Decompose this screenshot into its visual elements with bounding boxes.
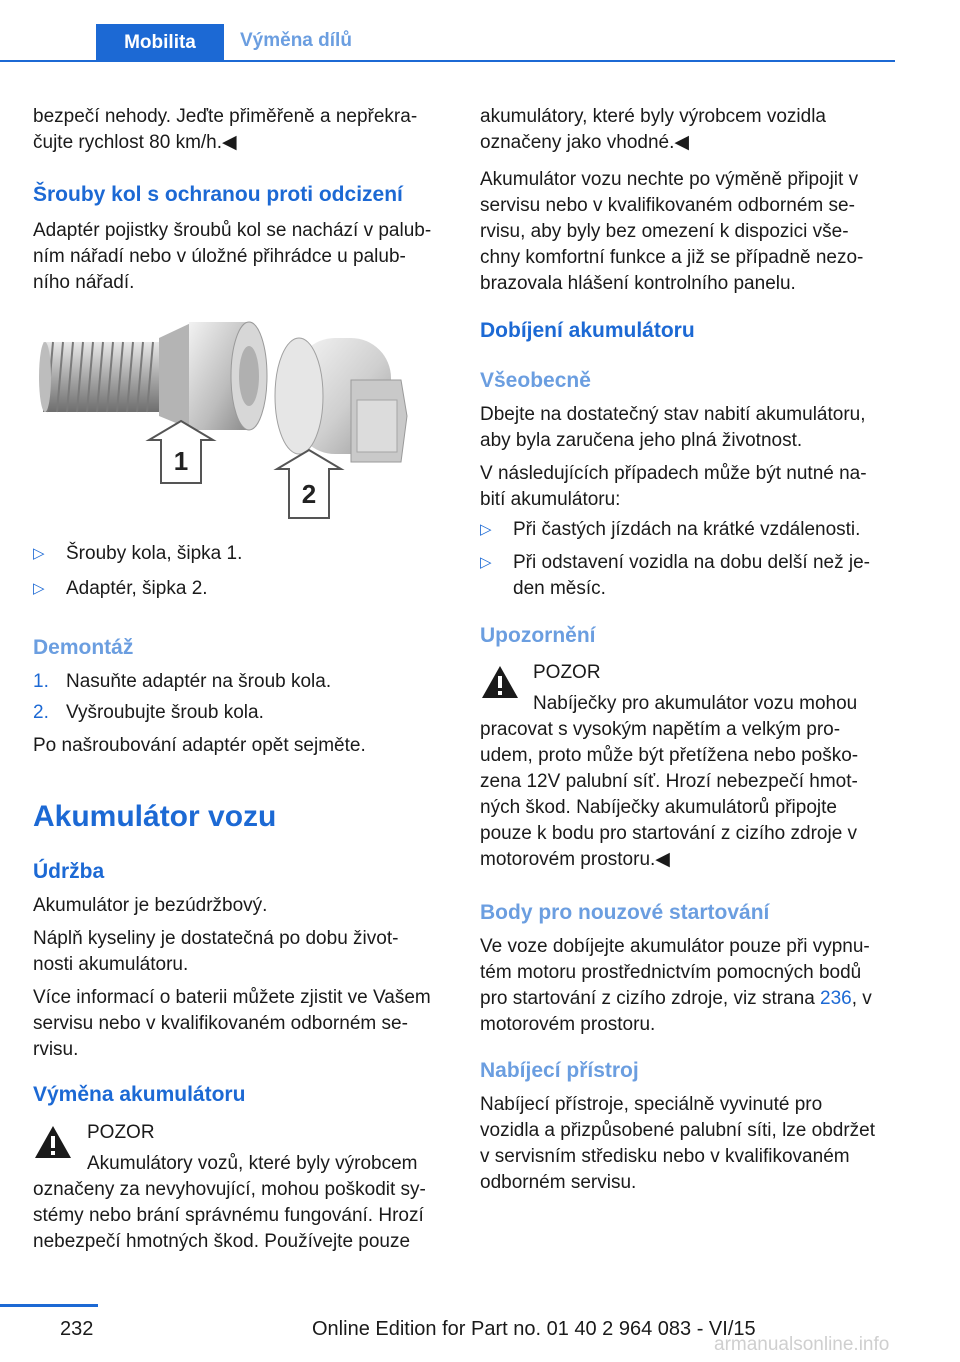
- text-line: pracovat s vysokým napětím a velkým pro‐: [480, 719, 841, 740]
- list-item-text: Šrouby kola, šipka 1.: [66, 543, 243, 564]
- text-line: nebezpečí hmotných škod. Používejte pouze: [33, 1231, 411, 1252]
- footer-edition: Online Edition for Part no. 01 40 2 964 083 - VI/15: [312, 1318, 756, 1340]
- text-line: servisu nebo v kvalifikovaném odborném se‐: [33, 1013, 408, 1034]
- arrow-1-label: 1: [173, 446, 189, 476]
- heading-demontaz: Demontáž: [33, 636, 134, 659]
- tab-vymena-dilu-label: Výměna dílů: [240, 30, 352, 51]
- text-line: v servisním středisku nebo v kvalifikovaném: [480, 1146, 850, 1167]
- text-line: tém motoru prostřednictvím pomocných bodů: [480, 962, 862, 983]
- warning-text-line: Nabíječky pro akumulátor vozu mohou: [533, 693, 858, 714]
- text-line: Akumulátor vozu nechte po výměně připojit v: [480, 169, 859, 190]
- arrow-1-icon: [149, 421, 213, 483]
- text-line: den měsíc.: [513, 578, 606, 599]
- text-segment: , v: [851, 988, 872, 1009]
- text-line: ných škod. Nabíječky akumulátorů připojte: [480, 797, 837, 818]
- text-line: pouze k bodu pro startování z cizího zdroje v: [480, 823, 858, 844]
- text-line: rvisu, aby byly bez omezení k dispozici vše‐: [480, 221, 849, 242]
- text-line: stémy nebo brání správnému fungování. Hrozí: [33, 1205, 424, 1226]
- text-line: motorovém prostoru.◀: [480, 849, 670, 870]
- text-line: Ve voze dobíjejte akumulátor pouze při vypnu‐: [480, 936, 870, 957]
- list-item-text: Adaptér, šipka 2.: [66, 578, 208, 599]
- right-paragraph-3: [480, 402, 866, 454]
- tab-vymena-dilu[interactable]: [240, 30, 352, 52]
- arrow-2-icon: [277, 450, 341, 518]
- text-line: chny komfortní funkce a již se případně nezo‐: [480, 247, 864, 268]
- heading-nabijeci-pristroj: Nabíjecí přístroj: [480, 1059, 639, 1082]
- warning-icon: [33, 1124, 73, 1160]
- heading-dobijeni-akumulatoru: Dobíjení akumulátoru: [480, 319, 695, 342]
- header-divider: [0, 60, 895, 62]
- list-item-text: Při častých jízdách na krátké vzdálenosti.: [513, 519, 861, 540]
- step-text: Vyšroubujte šroub kola.: [66, 702, 264, 723]
- text-line: akumulátory, které byly výrobcem vozidla: [480, 106, 826, 127]
- heading-body-startovani: Body pro nouzové startování: [480, 901, 770, 924]
- text-line: brazovala hlášení kontrolního panelu.: [480, 273, 796, 294]
- triangle-bullet-icon: ▷: [33, 545, 45, 562]
- text-line: nosti akumulátoru.: [33, 954, 189, 975]
- text-line: ním nářadí nebo v úložné přihrádce u palub‐: [33, 246, 406, 267]
- list-item: [33, 541, 242, 567]
- page-reference-link[interactable]: 236: [820, 988, 852, 1009]
- heading-udrzba: Údržba: [33, 860, 105, 883]
- heading-vymena-akumulatoru: Výměna akumulátoru: [33, 1083, 246, 1106]
- right-paragraph-5: [480, 934, 872, 1038]
- step-item: [33, 669, 331, 695]
- text-line: odborném servisu.: [480, 1172, 637, 1193]
- bolt-head: [159, 322, 267, 430]
- warning-icon: [480, 664, 520, 700]
- text-line: zena 12V palubní síť. Hrozí nebezpečí hmot‐: [480, 771, 858, 792]
- bolt-thread: [39, 342, 161, 412]
- page-number: 232: [60, 1318, 94, 1340]
- list-item: [33, 576, 208, 602]
- text-line: bití akumulátoru:: [480, 489, 621, 510]
- warning-text: [33, 1177, 426, 1255]
- triangle-bullet-icon: ▷: [480, 554, 492, 571]
- list-item: [480, 517, 860, 543]
- footer-divider: [0, 1304, 98, 1307]
- right-paragraph-1: [480, 104, 826, 156]
- text-line: Více informací o baterii můžete zjistit ve Vašem: [33, 987, 431, 1008]
- triangle-bullet-icon: ▷: [33, 580, 45, 597]
- text-line: Nabíjecí přístroje, speciálně vyvinuté pro: [480, 1094, 823, 1115]
- warning-title: POZOR: [87, 1122, 155, 1143]
- text-line: označeny za nevyhovující, mohou poškodit sy‐: [33, 1179, 426, 1200]
- list-item: [480, 550, 870, 602]
- step-item: [33, 700, 264, 726]
- warning-title: POZOR: [533, 662, 601, 683]
- text-segment: pro startování z cizího zdroje, viz strana: [480, 988, 821, 1009]
- text-line: Při odstavení vozidla na dobu delší než je‐: [513, 552, 870, 573]
- heading-upozorneni: Upozornění: [480, 624, 596, 647]
- heading-vseobecne: Všeobecně: [480, 369, 591, 392]
- left-paragraph-6: [33, 985, 431, 1063]
- left-paragraph-1: [33, 104, 417, 156]
- left-paragraph-4: Akumulátor je bezúdržbový.: [33, 895, 268, 916]
- text-line: Adaptér pojistky šroubů kol se nachází v palub‐: [33, 220, 432, 241]
- text-line: Dbejte na dostatečný stav nabití akumulátoru,: [480, 404, 866, 425]
- text-line: motorovém prostoru.: [480, 1014, 656, 1035]
- text-line: aby byla zaručena jeho plná životnost.: [480, 430, 803, 451]
- left-paragraph-5: [33, 926, 398, 978]
- page-header: [0, 0, 960, 62]
- adapter: [275, 338, 407, 462]
- text-line: vozidla a přizpůsobené palubní síti, lze obdržet: [480, 1120, 876, 1141]
- warning-text: [480, 717, 858, 873]
- list-item-text: [513, 550, 870, 602]
- warning-text-line: Akumulátory vozů, které byly výrobcem: [87, 1153, 418, 1174]
- arrow-2-label: 2: [301, 479, 317, 509]
- left-paragraph-2: [33, 218, 431, 296]
- step-number: 1.: [33, 671, 49, 692]
- text-line: servisu nebo v kvalifikovaném odborném se‐: [480, 195, 855, 216]
- step-text: Nasuňte adaptér na šroub kola.: [66, 671, 332, 692]
- right-paragraph-4: [480, 461, 867, 513]
- tab-mobilita[interactable]: [96, 24, 224, 61]
- text-line: [480, 986, 872, 1012]
- text-line: čujte rychlost 80 km/h.◀: [33, 132, 237, 153]
- tab-mobilita-label: Mobilita: [124, 31, 196, 53]
- heading-srouby-kol: Šrouby kol s ochranou proti odcizení: [33, 183, 403, 206]
- heading-akumulator-vozu: Akumulátor vozu: [33, 800, 277, 833]
- text-line: udem, proto může být přetížena nebo poško‐: [480, 745, 859, 766]
- right-paragraph-6: [480, 1092, 875, 1196]
- left-paragraph-3: Po našroubování adaptér opět sejměte.: [33, 735, 366, 756]
- right-paragraph-2: [480, 167, 863, 297]
- step-number: 2.: [33, 702, 49, 723]
- watermark: armanualsonline.info: [714, 1334, 890, 1355]
- text-line: označeny jako vhodné.◀: [480, 132, 689, 153]
- text-line: V následujících případech může být nutné na‐: [480, 463, 867, 484]
- text-line: ního nářadí.: [33, 272, 135, 293]
- wheel-bolt-adapter-illustration: [33, 320, 445, 525]
- triangle-bullet-icon: ▷: [480, 521, 492, 538]
- text-line: rvisu.: [33, 1039, 79, 1060]
- text-line: bezpečí nehody. Jeďte přiměřeně a nepřekra‐: [33, 106, 418, 127]
- text-line: Náplň kyseliny je dostatečná po dobu život‐: [33, 928, 399, 949]
